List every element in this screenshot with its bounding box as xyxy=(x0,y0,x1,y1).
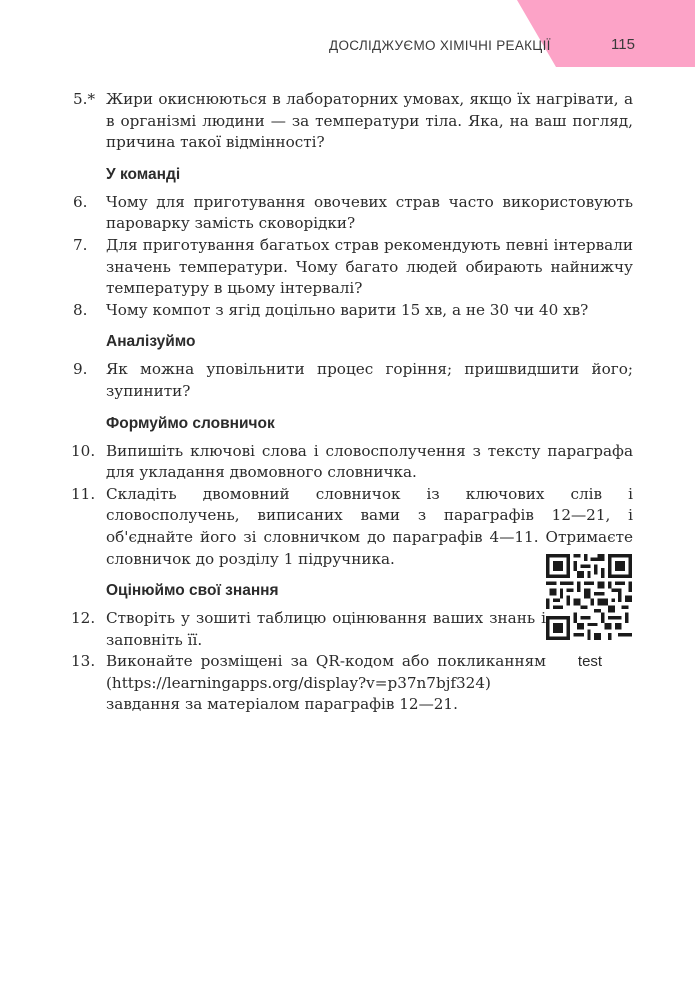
section-heading: Оцінюймо свої знання xyxy=(106,582,279,600)
section-heading: Аналізуймо xyxy=(106,333,196,351)
question-number: 11. xyxy=(71,484,96,503)
section-heading: У команді xyxy=(106,165,181,183)
qr-block xyxy=(546,554,634,670)
question-text: Чому компот з ягід доцільно варити 15 хв, а не 30 чи 40 хв? xyxy=(106,300,589,319)
question-number: 8. xyxy=(73,300,88,319)
question-text: Як можна уповільнити процес горіння; пришвидшити його; зупинити? xyxy=(106,360,633,400)
question-text: Випишіть ключові слова і словосполучення з тексту параграфа для укладання двомовного словничка. xyxy=(106,441,633,482)
qr-code-icon[interactable] xyxy=(546,554,632,640)
question-item xyxy=(73,651,546,716)
question-number: 7. xyxy=(73,235,88,254)
question-text: Виконайте розміщені за QR-кодом або покликанням (https://learningapps.org/display?v=p37n7bjf324) завдання за матеріалом параграфів 12—21. xyxy=(106,652,546,714)
question-item xyxy=(73,89,633,154)
question-item xyxy=(73,441,633,484)
question-number: 10. xyxy=(71,441,96,460)
question-item xyxy=(73,235,633,300)
question-item xyxy=(73,192,633,235)
section-heading: Формуймо словничок xyxy=(106,414,275,432)
question-text: Жири окиснюються в лабораторних умовах, якщо їх нагрівати, а в організмі людини — за температури тіла. Яка, на ваш погляд, причина такої відмінності? xyxy=(106,90,633,152)
question-number: 13. xyxy=(71,652,96,671)
question-text: Для приготування багатьох страв рекомендують певні інтервали значень температури. Чому багато людей обирають найнижчу температуру в цьому інтервалі? xyxy=(106,235,633,298)
question-item xyxy=(73,608,546,651)
qr-caption: test xyxy=(577,653,603,670)
question-number: 12. xyxy=(71,609,96,628)
question-item xyxy=(73,359,633,402)
question-text: Складіть двомовний словничок із ключових слів і словосполучень, виписаних вами з параграфів 12—21, і об'єднайте його зі словничком до параграфів 4—11. Отримаєте словничок до розділу 1 підручника. xyxy=(106,484,633,568)
question-number: 9. xyxy=(73,360,88,379)
question-text: Чому для приготування овочевих страв часто використовують пароварку замість сковорідки? xyxy=(106,192,633,233)
question-item xyxy=(73,300,633,322)
question-number: 5.* xyxy=(73,90,96,108)
question-text: Створіть у зошиті таблицю оцінювання ваших знань і заповніть її. xyxy=(106,609,546,649)
question-number: 6. xyxy=(73,192,88,211)
running-title: ДОСЛІДЖУЄМО ХІМІЧНІ РЕАКЦІЇ xyxy=(329,38,551,53)
page-number: 115 xyxy=(611,36,635,53)
page-corner-tab xyxy=(517,0,695,67)
